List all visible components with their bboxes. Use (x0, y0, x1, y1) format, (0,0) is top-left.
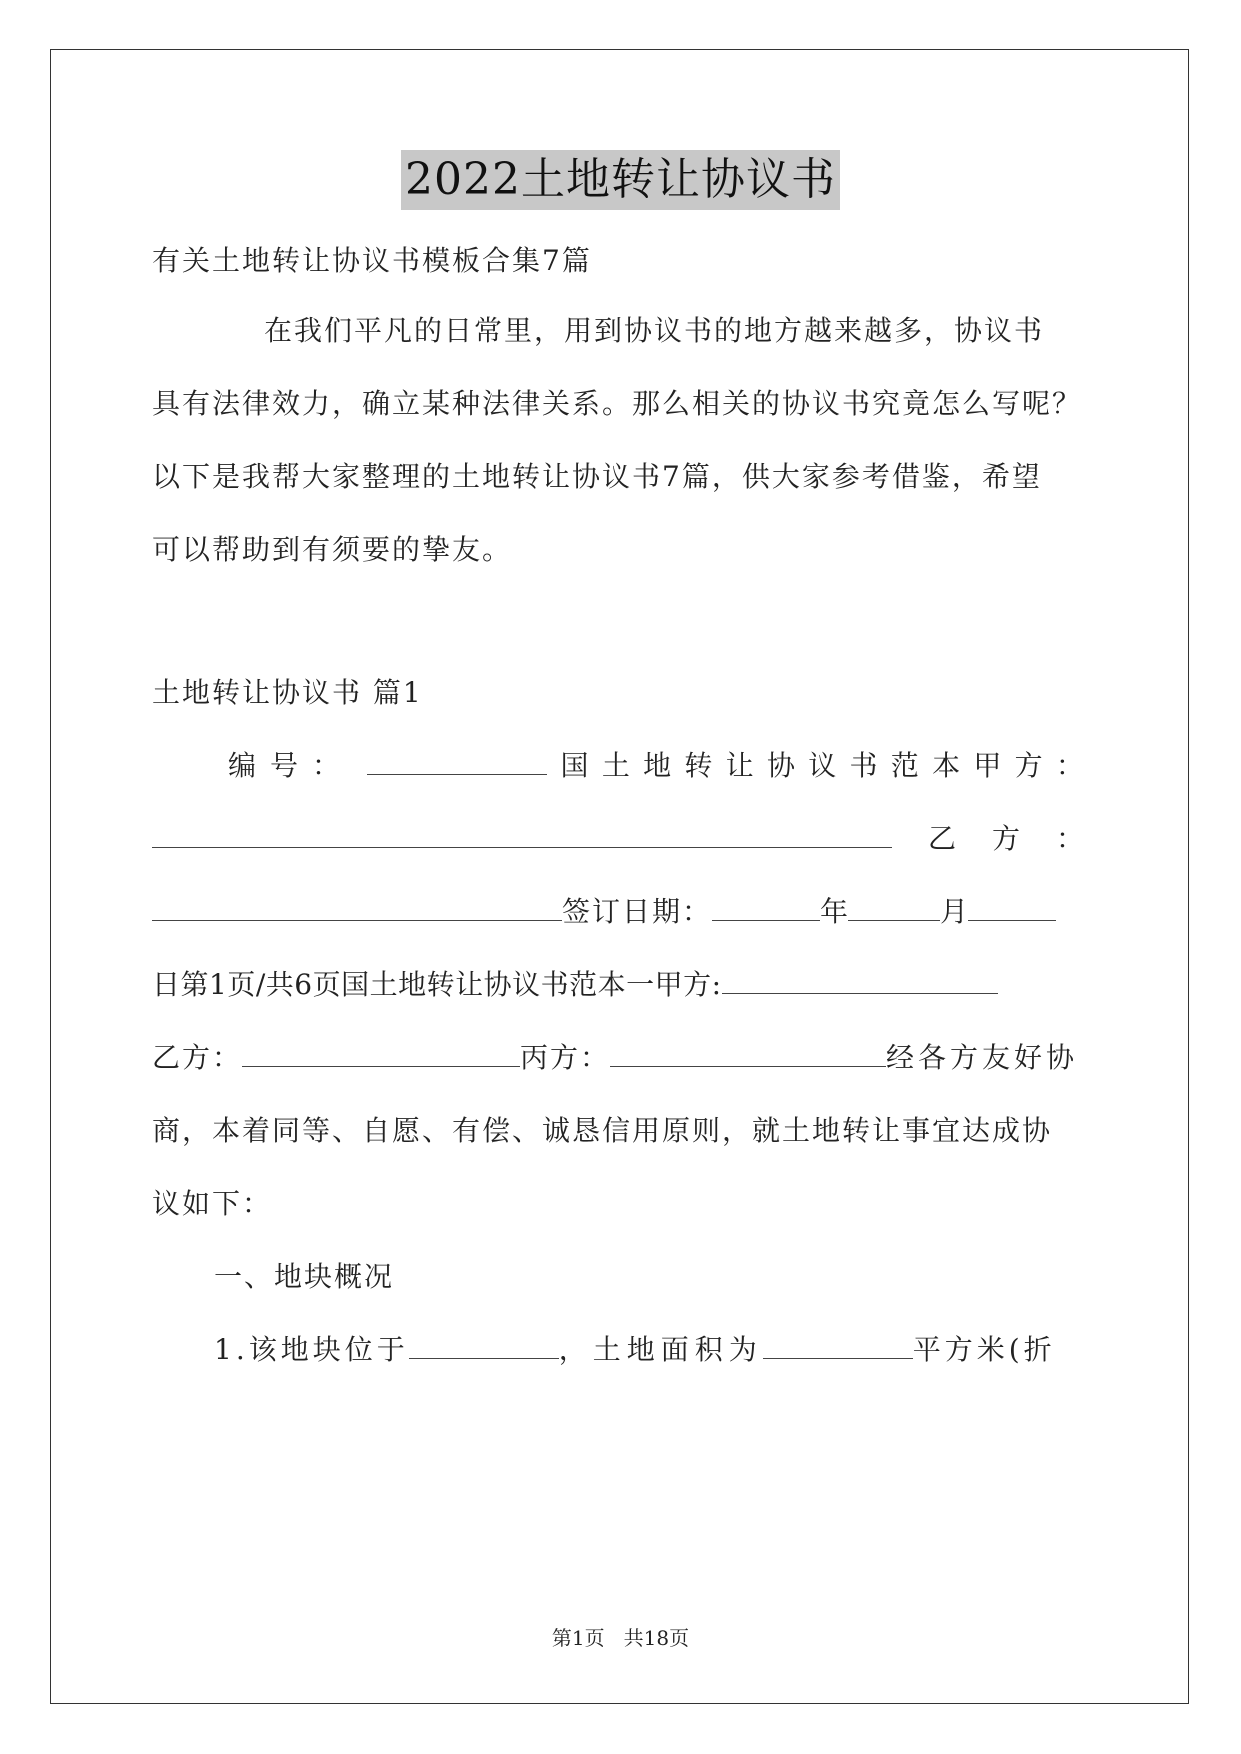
title-container (0, 150, 1241, 210)
number-char-9: 本 (932, 749, 961, 782)
number-blank (367, 746, 547, 775)
number-char-0: 国 (560, 749, 589, 782)
page-ref-text: 日第1页/共6页国土地转让协议书范本一甲方: (152, 968, 722, 1001)
clause-heading: 一、地块概况 (214, 1260, 395, 1293)
party-b-row (152, 819, 1084, 859)
number-char-6: 议 (808, 749, 837, 782)
section-heading: 土地转让协议书 篇1 (152, 676, 423, 709)
year-blank (712, 892, 820, 921)
party-a-blank-2 (722, 965, 998, 994)
parties-row (152, 1038, 1084, 1078)
body-line-1: 商，本着同等、自愿、有偿、诚恳信用原则，就土地转让事宜达成协 (152, 1114, 1053, 1147)
intro-line-3: 以下是我帮大家整理的土地转让协议书7篇，供大家参考借鉴，希望 (152, 460, 1042, 493)
month-label: 月 (940, 895, 969, 928)
day-blank (968, 892, 1056, 921)
number-char-1: 土 (601, 749, 630, 782)
party-c-blank (610, 1038, 886, 1067)
parties-tail: 经各方友好协 (886, 1041, 1079, 1074)
party-b-char-1: 方 (991, 822, 1020, 855)
clause-1-part2: ，土地面积为 (558, 1333, 763, 1366)
party-a-blank (152, 819, 892, 848)
page-footer (0, 1622, 1241, 1651)
party-c-label: 丙方： (520, 1041, 611, 1074)
number-char-12: ： (1055, 749, 1084, 782)
page-number-label: 第1页 共18页 (551, 1626, 690, 1650)
number-char-7: 书 (849, 749, 878, 782)
document-title: 2022土地转让协议书 (401, 150, 840, 210)
number-char-8: 范 (890, 749, 919, 782)
number-char-3: 转 (684, 749, 713, 782)
number-char-4: 让 (725, 749, 754, 782)
document-subtitle: 有关土地转让协议书模板合集7篇 (152, 244, 592, 277)
party-b-blank (152, 892, 562, 921)
number-label: 编号： (228, 749, 355, 782)
intro-line-1: 在我们平凡的日常里，用到协议书的地方越来越多，协议书 (264, 314, 1045, 347)
party-b-label: 乙方： (152, 1041, 243, 1074)
clause-1-row (152, 1330, 1084, 1370)
party-b-char-0: 乙 (927, 822, 956, 855)
clause-1-part3: 平方米(折 (912, 1333, 1056, 1366)
page-border (50, 49, 1189, 1704)
number-char-11: 方 (1014, 749, 1043, 782)
page-ref-row (152, 965, 1084, 1005)
party-b-char-2: ： (1055, 822, 1084, 855)
number-char-2: 地 (643, 749, 672, 782)
party-b-blank-2 (242, 1038, 520, 1067)
intro-line-2: 具有法律效力，确立某种法律关系。那么相关的协议书究竟怎么写呢？ (152, 387, 1083, 420)
area-blank (763, 1330, 913, 1359)
number-row (152, 746, 1084, 786)
location-blank (409, 1330, 559, 1359)
number-char-5: 协 (766, 749, 795, 782)
date-row (152, 892, 1084, 932)
date-label: 签订日期： (562, 895, 713, 928)
intro-line-4: 可以帮助到有须要的挚友。 (152, 533, 513, 566)
number-char-10: 甲 (973, 749, 1002, 782)
year-label: 年 (820, 895, 849, 928)
month-blank (848, 892, 940, 921)
clause-1-part1: 1.该地块位于 (214, 1333, 409, 1366)
body-line-2: 议如下： (152, 1187, 273, 1220)
